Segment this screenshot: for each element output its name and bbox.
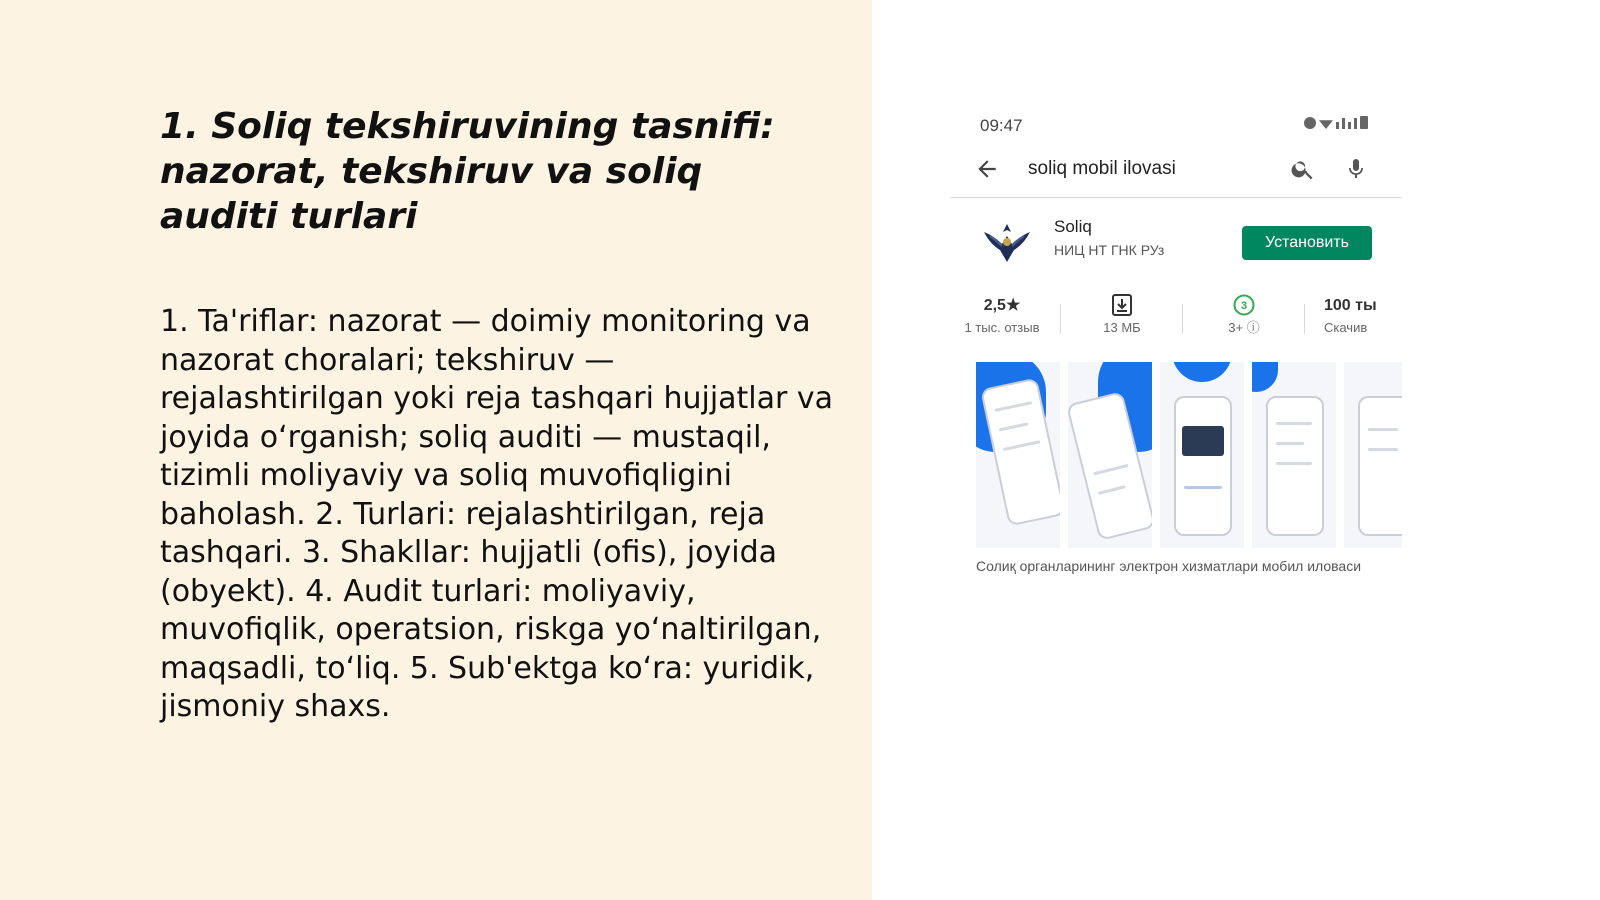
size-stat [1072, 294, 1172, 344]
play-store-screenshot [950, 104, 1402, 604]
signal-icon [1354, 118, 1357, 129]
battery-icon [1360, 116, 1368, 129]
mic-icon[interactable] [1344, 155, 1368, 183]
app-name: Soliq [1054, 217, 1092, 236]
search-input[interactable]: soliq mobil ilovasi [1028, 158, 1176, 179]
screenshot-phone [1266, 396, 1324, 536]
search-icon[interactable] [1290, 156, 1316, 182]
back-arrow-icon[interactable] [974, 156, 1000, 182]
downloads-label: Скачив [1324, 320, 1368, 335]
screenshot-line [1368, 448, 1398, 451]
app-screenshot[interactable] [1160, 362, 1244, 548]
status-time: 09:47 [980, 116, 1023, 135]
screenshot-line [999, 422, 1029, 431]
screenshot-line [1276, 442, 1304, 445]
screenshot-line [1098, 485, 1126, 495]
reviews-count: 1 тыс. отзыв [964, 320, 1040, 335]
app-caption: Солиқ органларининг электрон хизматлари мобил иловаси [976, 558, 1362, 574]
screenshot-line [1093, 464, 1129, 476]
slide-body-text: 1. Ta'riflar: nazorat — doimiy monitoring va nazorat choralari; tekshiruv — rejalashtirilgan yoki reja tashqari hujjatlar va joyida o‘rganish; soliq auditi — mustaqil, tizimli moliyaviy va soliq muvofiqligini baholash. 2. Turlari: rejalashtirilgan, reja tashqari. 3. Shakllar: hujjatli (ofis), joyida (obyekt). 4. Audit turlari: moliyaviy, muvofiqlik, operatsion, riskga yo‘naltirilgan, maqsadli, to‘liq. 5. Sub'ektga ko‘ra: yuridik, jismoniy shaxs. [160, 304, 834, 724]
app-stats-row [950, 294, 1402, 344]
stat-divider [1304, 304, 1305, 334]
signal-icon [1342, 118, 1345, 129]
app-listing-row[interactable] [950, 214, 1402, 284]
rating-stat [952, 294, 1052, 344]
screenshot-line [994, 401, 1032, 412]
stat-divider [1060, 304, 1061, 334]
stat-divider [1182, 304, 1183, 334]
screenshot-card [1182, 426, 1224, 456]
app-logo-icon [980, 214, 1034, 268]
screenshot-line [1184, 486, 1222, 489]
app-developer: НИЦ НТ ГНК РУз [1054, 242, 1165, 258]
downloads-stat [1314, 294, 1402, 344]
age-stat [1194, 294, 1294, 344]
status-icons [1304, 116, 1368, 129]
app-screenshot[interactable] [1344, 362, 1402, 548]
screenshots-carousel[interactable] [976, 362, 1402, 548]
screenshot-line [1368, 428, 1398, 431]
screenshot-decoration [1172, 362, 1232, 382]
screenshot-phone [1358, 396, 1402, 536]
screenshot-phone [980, 378, 1060, 527]
age-rating-icon [1194, 294, 1294, 318]
app-screenshot[interactable] [1252, 362, 1336, 548]
screenshot-phone [1174, 396, 1232, 536]
download-icon [1072, 294, 1172, 318]
svg-text:3: 3 [1240, 300, 1248, 312]
signal-icon [1336, 122, 1339, 129]
install-button[interactable]: Установить [1242, 226, 1372, 260]
wifi-icon [1319, 118, 1333, 129]
screenshot-line [1003, 440, 1041, 451]
app-screenshot[interactable] [976, 362, 1060, 548]
size-value: 13 МБ [1103, 320, 1141, 335]
screenshot-decoration [1252, 362, 1278, 392]
rating-value: 2,5★ [983, 297, 1021, 314]
age-value: 3+ ⓘ [1228, 320, 1260, 335]
screenshot-line [1276, 462, 1312, 465]
downloads-value: 100 ты [1324, 297, 1377, 314]
search-bar[interactable] [950, 146, 1402, 198]
signal-icon [1348, 122, 1351, 129]
alarm-icon [1304, 117, 1316, 129]
app-screenshot[interactable] [1068, 362, 1152, 548]
slide-title: 1. Soliq tekshiruvining tasnifi: nazorat, tekshiruv va soliq auditi turlari [160, 106, 775, 237]
screenshot-line [1276, 422, 1312, 425]
